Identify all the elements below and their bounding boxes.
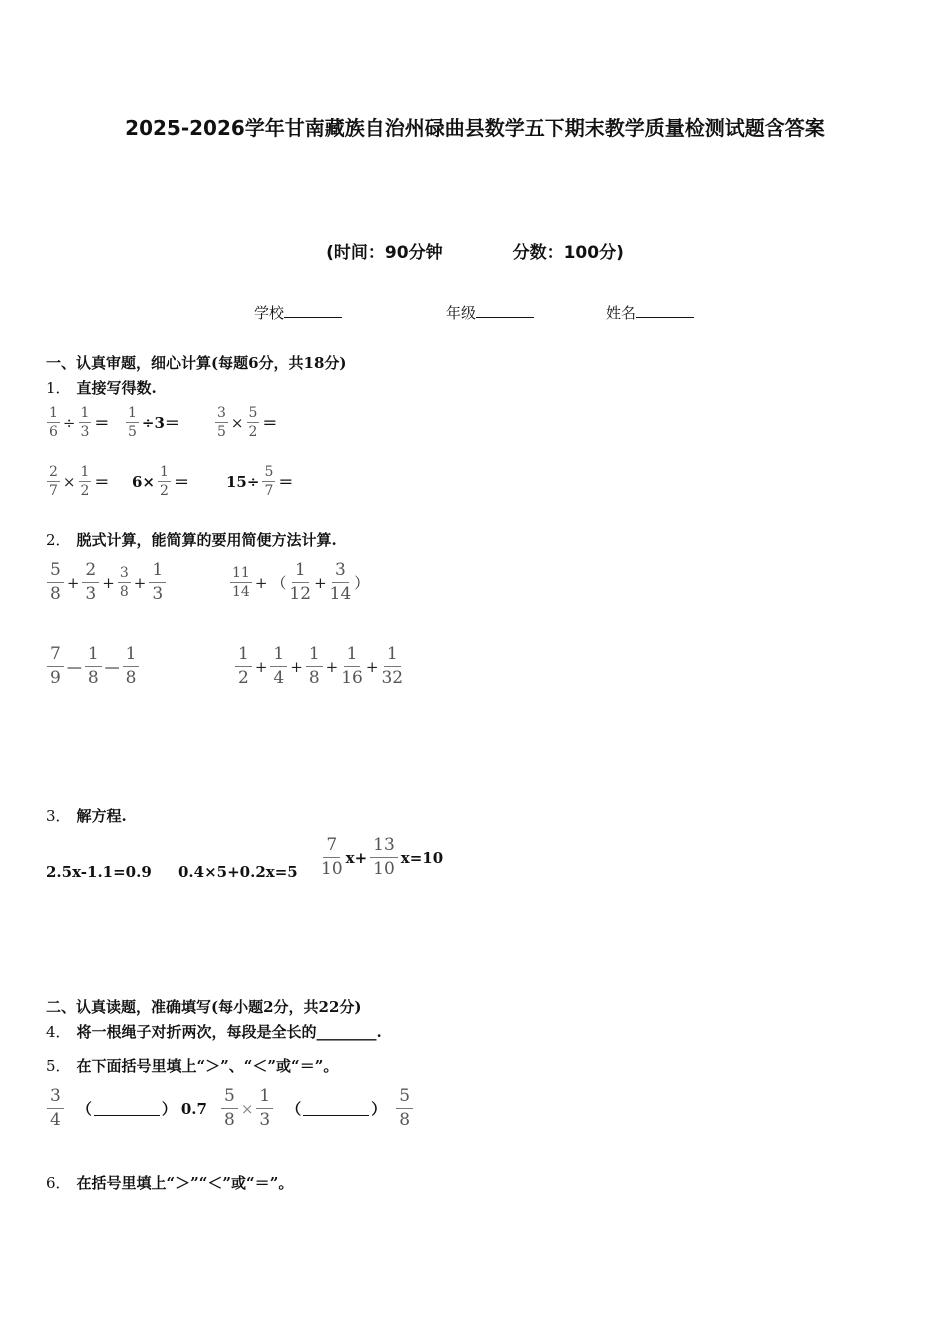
fraction: $\frac{1}{3}$ [80,405,90,440]
q2-item-d: 1 2 + $\frac{1}{4}$ + $\frac{1}{8}$ + $\frac{1}{16}$ + $\frac{1}{32}$ [234,646,404,687]
fraction: $\frac{1}{3}$ [149,562,166,603]
fraction: $\frac{3}{8}$ [119,565,129,600]
question-4: 4． 将一根绳子对折两次，每段是全长的________. [46,1023,382,1041]
total-score: 分数：100分) [512,243,624,263]
q3-equation-b: 0.4×5+0.2x=5 [178,863,298,881]
q1-item-a: $\frac{1}{6}$ ÷ $\frac{1}{3}$ ＝ [49,405,110,440]
name-field[interactable]: 姓名 [606,302,694,323]
fraction: $\frac{2}{7}$ [49,464,58,499]
fraction: 7 9 [47,646,64,687]
q1-item-b: $\frac{1}{5}$ ÷3＝ [128,405,180,440]
fraction: 1 2 [235,646,252,687]
section-1-heading: 一、认真审题，细心计算(每题6分，共18分) [46,354,347,372]
fraction: $\frac{1}{2}$ [80,464,90,499]
answer-blank[interactable] [94,1101,160,1116]
question-5: 5． 在下面括号里填上“＞”、“＜”或“＝”。 [46,1057,339,1075]
fraction: 7 10 [321,835,343,879]
answer-blank[interactable] [303,1101,369,1116]
question-1: 1． 直接写得数. [46,379,157,397]
grade-field[interactable]: 年级 [446,302,534,323]
fraction: 1 8 [123,646,140,687]
fraction: 1 12 [289,560,312,604]
section-2-heading: 二、认真读题，准确填写(每小题2分，共22分) [46,998,362,1016]
school-field[interactable]: 学校 [254,302,342,323]
q2-item-b: 11 14 + （ 1 12 + $\frac{3}{14}$ ） [232,560,370,604]
q5-item-a: 3 4 （ ） 0.7 [46,1088,209,1129]
question-2: 2． 脱式计算，能简算的要用简便方法计算. [46,531,337,549]
fraction: 1 8 [85,646,102,687]
q1-item-f: 15÷ $\frac{5}{7}$ ＝ [226,464,294,499]
question-3: 3． 解方程. [46,807,127,825]
fraction: $\frac{13}{10}$ [370,837,398,878]
fraction: $\frac{1}{2}$ [160,464,169,499]
fraction: $\frac{1}{4}$ [270,646,287,687]
fraction: 5 8 [396,1088,413,1129]
q2-item-c: 7 9 — 1 8 — 1 8 [46,646,140,687]
fraction: 3 4 [47,1088,64,1129]
fraction: $\frac{1}{8}$ [306,646,323,687]
q5-item-b: $\frac{5}{8}$ × $\frac{1}{3}$ （ ） 5 8 [220,1088,414,1129]
fraction: $\frac{3}{5}$ [217,405,226,440]
fraction: $\frac{1}{6}$ [49,405,58,440]
fraction: $\frac{1}{3}$ [256,1088,273,1129]
fraction: $\frac{5}{2}$ [248,405,258,440]
q3-equation-c: 7 10 x+ $\frac{13}{10}$ x=10 [321,835,444,879]
fraction: $\frac{2}{3}$ [82,562,99,603]
fraction: $\frac{1}{5}$ [128,405,137,440]
q3-equation-a: 2.5x-1.1=0.9 [46,863,152,881]
question-6: 6． 在括号里填上“＞”“＜”或“＝”。 [46,1174,294,1192]
exam-meta [0,238,950,263]
fraction: $\frac{3}{14}$ [329,560,352,604]
q2-item-a: 5 8 + $\frac{2}{3}$ + $\frac{3}{8}$ + $\frac{1}{3}$ [46,562,167,603]
fraction: 11 14 [232,565,250,600]
q1-item-c: $\frac{3}{5}$ × $\frac{5}{2}$ ＝ [217,405,278,440]
q1-item-d: $\frac{2}{7}$ × $\frac{1}{2}$ ＝ [49,464,110,499]
fraction: $\frac{5}{8}$ [221,1088,238,1129]
fraction: $\frac{1}{16}$ [341,644,363,688]
fraction: $\frac{5}{7}$ [264,464,274,499]
fraction: $\frac{1}{32}$ [381,644,404,688]
time-limit: (时间：90分钟 [326,243,443,263]
fraction: 5 8 [47,562,64,603]
page-title: 2025-2026学年甘南藏族自治州碌曲县数学五下期末教学质量检测试题含答案 [125,116,825,140]
q1-item-e: 6× $\frac{1}{2}$ ＝ [132,464,189,499]
